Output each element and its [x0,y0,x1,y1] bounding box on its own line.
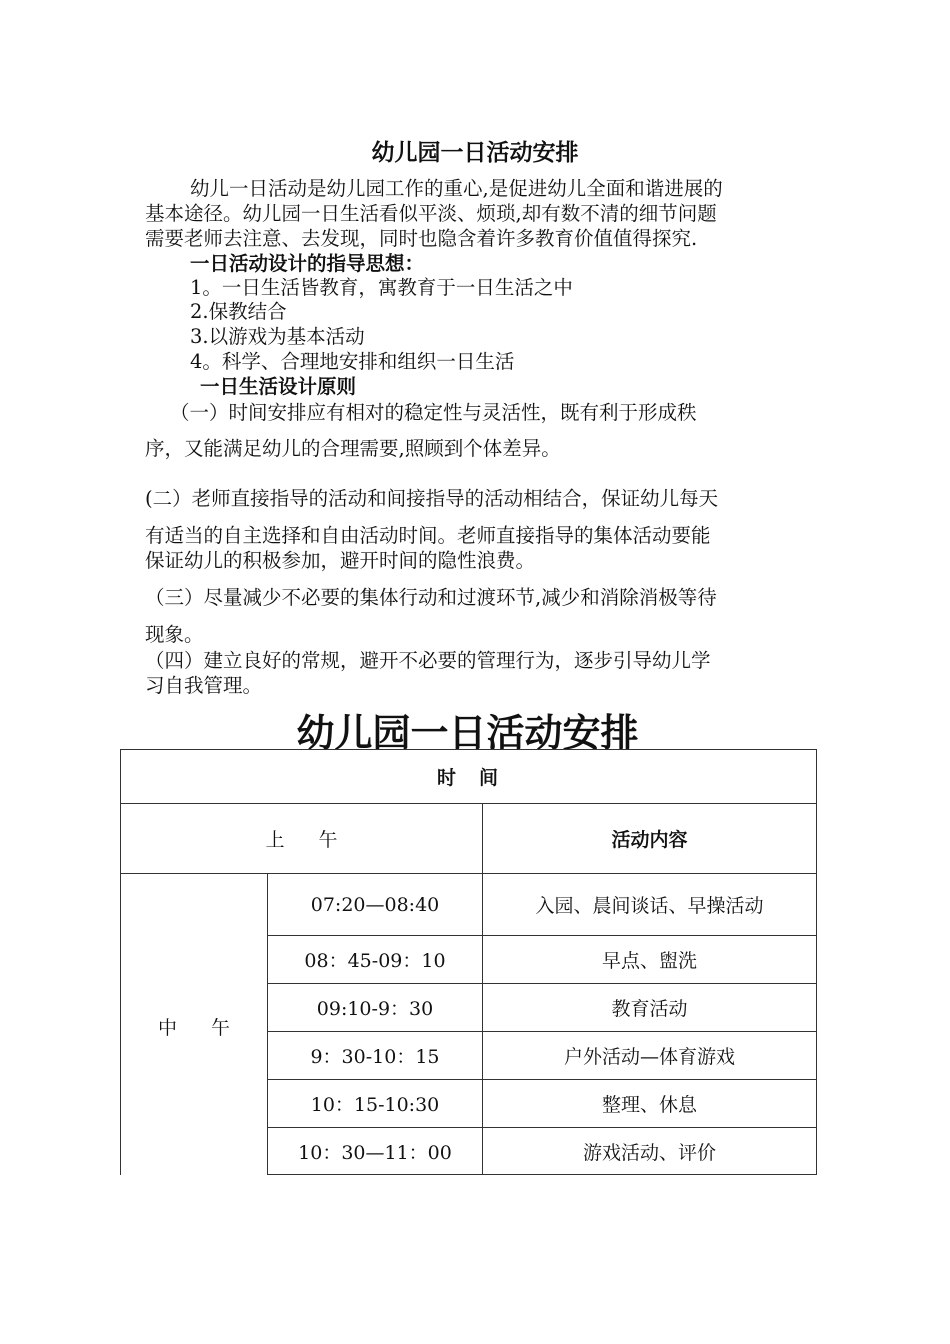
schedule-title: 幼儿园一日活动安排 [296,711,639,755]
principle-2-line-3: 保证幼儿的积极参加，避开时间的隐性浪费。 [145,549,536,572]
row-time: 08：45-09：10 [268,936,483,984]
principle-2-line-1: (二）老师直接指导的活动和间接指导的活动相结合，保证幼儿每天 [145,487,719,510]
row-activity: 整理、休息 [483,1080,817,1128]
row-activity: 户外活动—体育游戏 [483,1032,817,1080]
table-row [121,874,817,936]
intro-line-2: 基本途径。幼儿园一日生活看似平淡、烦琐,却有数不清的细节问题 [145,202,717,225]
intro-line-3: 需要老师去注意、去发现，同时也隐含着许多教育价值值得探究. [145,227,698,250]
principle-1-line-1: （一）时间安排应有相对的稳定性与灵活性，既有利于形成秩 [170,401,697,424]
header-activity: 活动内容 [483,804,817,874]
guide-item-4: 4。科学、合理地安排和组织一日生活 [190,350,515,373]
period-label: 中 午 [121,874,268,1175]
table-header-row [121,750,817,804]
row-time: 10：30—11：00 [268,1128,483,1175]
guide-item-3: 3.以游戏为基本活动 [190,325,365,348]
principle-4-line-1: （四）建立良好的常规，避开不必要的管理行为，逐步引导幼儿学 [145,649,711,672]
guide-heading: 一日活动设计的指导思想： [190,252,425,275]
row-activity: 游戏活动、评价 [483,1128,817,1175]
row-activity: 早点、盥洗 [483,936,817,984]
page-title: 幼儿园一日活动安排 [371,140,579,166]
row-time: 09:10-9：30 [268,984,483,1032]
header-am: 上 午 [121,804,483,874]
principle-1-line-2: 序，又能满足幼儿的合理需要,照顾到个体差异。 [145,437,561,460]
principle-2-line-2: 有适当的自主选择和自由活动时间。老师直接指导的集体活动要能 [145,524,711,547]
row-activity: 教育活动 [483,984,817,1032]
row-activity: 入园、晨间谈话、早操活动 [483,874,817,936]
row-time: 10：15-10:30 [268,1080,483,1128]
principle-3-line-2: 现象。 [145,623,204,646]
guide-item-2: 2.保教结合 [190,300,287,323]
guide-item-1: 1。一日生活皆教育，寓教育于一日生活之中 [190,276,573,299]
row-time: 9：30-10：15 [268,1032,483,1080]
table-subheader-row [121,804,817,874]
principle-heading: 一日生活设计原则 [200,375,357,398]
principle-3-line-1: （三）尽量减少不必要的集体行动和过渡环节,减少和消除消极等待 [145,586,717,609]
principle-4-line-2: 习自我管理。 [145,674,263,697]
intro-line-1: 幼儿一日活动是幼儿园工作的重心,是促进幼儿全面和谐进展的 [190,177,723,200]
header-time: 时 间 [121,750,817,804]
row-time: 07:20—08:40 [268,874,483,936]
schedule-table [120,749,817,1175]
